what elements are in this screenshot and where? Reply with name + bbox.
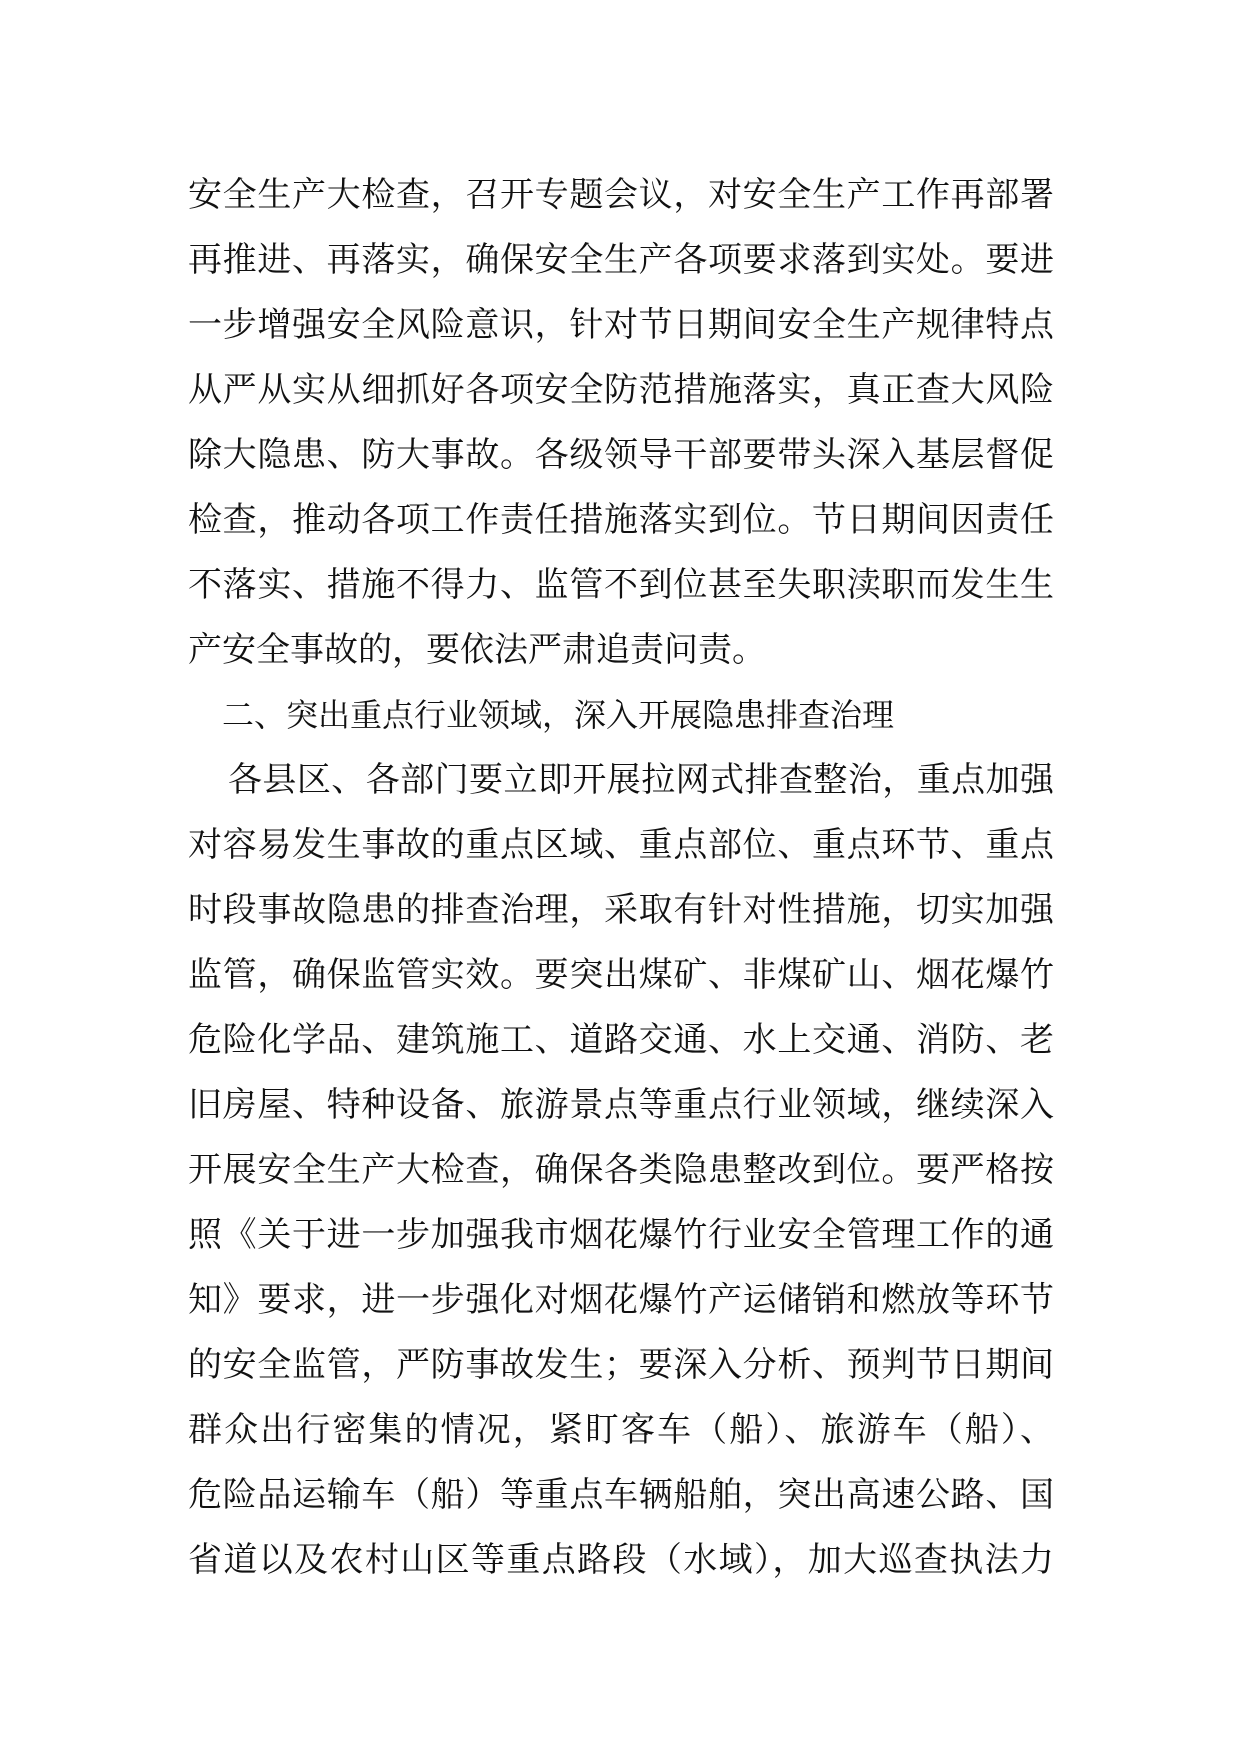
paragraph-2-line: 时段事故隐患的排查治理，采取有针对性措施，切实加强	[188, 890, 1054, 930]
paragraph-1-line: 再推进、再落实，确保安全生产各项要求落到实处。要进	[188, 240, 1054, 280]
paragraph-2-line: 对容易发生事故的重点区域、重点部位、重点环节、重点	[188, 825, 1054, 865]
paragraph-2-line: 开展安全生产大检查，确保各类隐患整改到位。要严格按	[188, 1150, 1054, 1190]
paragraph-1	[188, 163, 1054, 683]
paragraph-1-line: 一步增强安全风险意识，针对节日期间安全生产规律特点	[188, 305, 1054, 345]
paragraph-1-line: 不落实、措施不得力、监管不到位甚至失职渎职而发生生	[188, 565, 1054, 605]
paragraph-2-line: 旧房屋、特种设备、旅游景点等重点行业领域，继续深入	[188, 1085, 1054, 1125]
section-heading: 二、突出重点行业领域，深入开展隐患排查治理	[222, 696, 895, 734]
paragraph-2-line: 知》要求，进一步强化对烟花爆竹产运储销和燃放等环节	[188, 1280, 1054, 1320]
paragraph-1-line: 从严从实从细抓好各项安全防范措施落实，真正查大风险	[188, 370, 1054, 410]
paragraph-1-line: 检查，推动各项工作责任措施落实到位。节日期间因责任	[188, 500, 1054, 540]
paragraph-1-line: 产安全事故的，要依法严肃追责问责。	[188, 630, 766, 670]
paragraph-1-line: 安全生产大检查，召开专题会议，对安全生产工作再部署	[188, 175, 1054, 215]
paragraph-2-line: 的安全监管，严防事故发生；要深入分析、预判节日期间	[188, 1345, 1054, 1385]
paragraph-2-line: 各县区、各部门要立即开展拉网式排查整治，重点加强	[228, 760, 1054, 800]
paragraph-2-line: 群众出行密集的情况，紧盯客车（船）、旅游车（船）、	[188, 1410, 1054, 1450]
paragraph-2-line: 省道以及农村山区等重点路段（水域），加大巡查执法力	[188, 1540, 1054, 1580]
document-body	[188, 163, 1054, 1593]
paragraph-2-line: 监管，确保监管实效。要突出煤矿、非煤矿山、烟花爆竹	[188, 955, 1054, 995]
paragraph-1-line: 除大隐患、防大事故。各级领导干部要带头深入基层督促	[188, 435, 1054, 475]
paragraph-2-line: 危险化学品、建筑施工、道路交通、水上交通、消防、老	[188, 1020, 1054, 1060]
paragraph-2-line: 照《关于进一步加强我市烟花爆竹行业安全管理工作的通	[188, 1215, 1054, 1255]
paragraph-2-line: 危险品运输车（船）等重点车辆船舶，突出高速公路、国	[188, 1475, 1054, 1515]
paragraph-2	[188, 748, 1054, 1593]
